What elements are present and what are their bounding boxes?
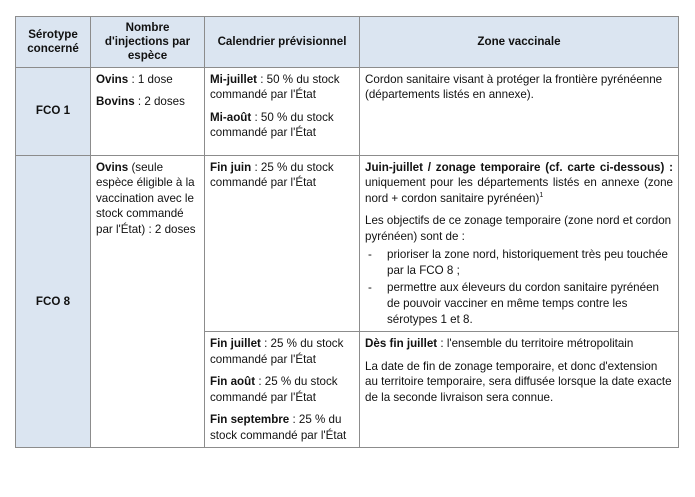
list-item: - permettre aux éleveurs du cordon sanitaire pyrénéen de pouvoir vacciner en même temps contre les sérotypes 1 et 8. [365, 280, 673, 327]
calendar-item: Fin juillet : 25 % du stock commandé par l'État [210, 337, 344, 366]
header-row [16, 17, 679, 68]
list-item: - prioriser la zone nord, historiquement très peu touchée par la FCO 8 ; [365, 247, 673, 278]
calendar-item: Mi-juillet : 50 % du stock commandé par l'État [210, 72, 340, 102]
zone-fco8-b [360, 332, 679, 448]
serotype-fco1: FCO 1 [16, 67, 91, 155]
row-fco1 [16, 67, 679, 155]
header-serotype: Sérotype concerné [16, 17, 91, 68]
injections-fco8 [91, 155, 205, 448]
calendar-item: Fin juin : 25 % du stock commandé par l'État [210, 160, 334, 190]
injections-fco1 [91, 67, 205, 155]
vaccination-table [15, 16, 679, 448]
zone-fco1: Cordon sanitaire visant à protéger la frontière pyrénéenne (départements listés en annexe). [360, 67, 679, 155]
header-calendar: Calendrier prévisionnel [205, 17, 360, 68]
injection-item: Ovins (seule espèce éligible à la vaccination avec le stock commandé par l'État) : 2 doses [96, 160, 196, 236]
objectives-intro: Les objectifs de ce zonage temporaire (zone nord et cordon pyrénéen) sont de : [365, 214, 672, 243]
calendar-item: Fin août : 25 % du stock commandé par l'État [210, 375, 338, 404]
footnote-marker: 1 [539, 191, 544, 199]
calendar-fco1 [205, 67, 360, 155]
zone-end-note: La date de fin de zonage temporaire, et donc d'extension au territoire temporaire, sera diffusée lorsque la date exacte de la seconde livraison sera connue. [365, 359, 672, 404]
objectives-list [365, 247, 673, 327]
calendar-fco8-b [205, 332, 360, 448]
calendar-fco8-a [205, 155, 360, 331]
row-fco8-a [16, 155, 679, 331]
calendar-item: Mi-août : 50 % du stock commandé par l'État [210, 110, 334, 140]
header-injections: Nombre d'injections par espèce [91, 17, 205, 68]
injection-item: Ovins : 1 dose [96, 72, 173, 86]
serotype-fco8: FCO 8 [16, 155, 91, 448]
zone-full-territory: Dès fin juillet : l'ensemble du territoire métropolitain [365, 337, 634, 351]
zone-fco8-a [360, 155, 679, 331]
header-zone: Zone vaccinale [360, 17, 679, 68]
injection-item: Bovins : 2 doses [96, 95, 185, 109]
zone-temporary-title: Juin-juillet / zonage temporaire (cf. carte ci-dessous) : uniquement pour les départements listés en annexe (zone nord + cordon sanitaire pyrénéen)$^1$ [365, 160, 673, 205]
calendar-item: Fin septembre : 25 % du stock commandé par l'État [210, 413, 347, 442]
vaccination-table-container [15, 16, 678, 448]
